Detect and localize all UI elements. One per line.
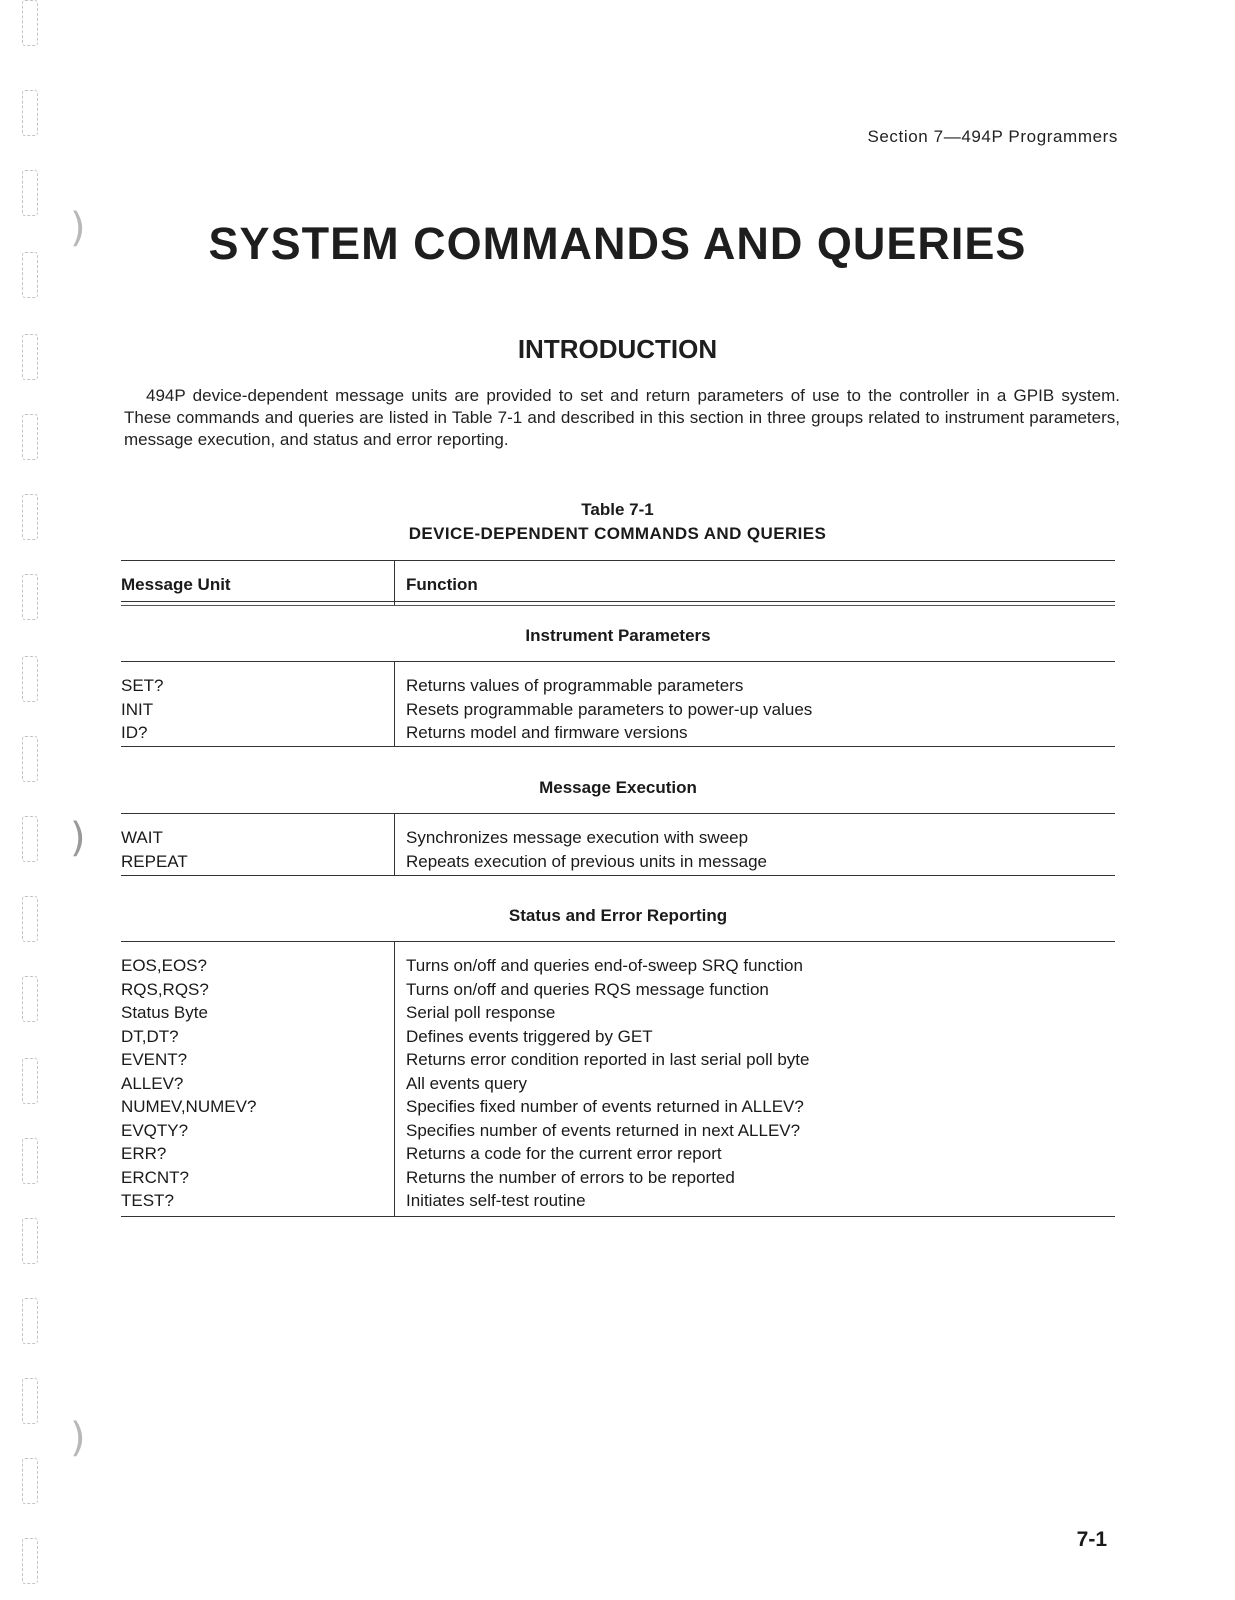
function-description: Specifies number of events returned in next ALLEV? [406,1120,801,1140]
binding-hole [22,1218,38,1264]
function-description: Initiates self-test routine [406,1191,586,1210]
table-row [121,1095,1115,1119]
table-row [121,1142,1115,1166]
table-row [121,826,1115,850]
message-unit: NUMEV,NUMEV? [121,1097,257,1116]
function-description: Resets programmable parameters to power-up values [406,699,813,719]
scan-mark: ) [70,205,86,251]
message-unit: EVQTY? [121,1120,189,1140]
column-header-message-unit: Message Unit [121,575,231,594]
introduction-paragraph: 494P device-dependent message units are provided to set and return parameters of use to the controller in a GPIB system. These commands and queries are listed in Table 7-1 and described in this section in three groups related to instrument parameters, message execution, and status and error reporting. [124,386,1120,449]
binding-hole [22,1138,38,1184]
column-header-function: Function [406,575,478,594]
message-unit: DT,DT? [121,1026,179,1046]
binding-hole [22,574,38,620]
binding-hole [22,896,38,942]
scan-mark: ) [70,1415,86,1461]
page-number: 7-1 [1076,1528,1107,1551]
binding-hole [22,0,38,46]
message-unit: INIT [121,699,154,719]
table-top-rule [121,560,1115,561]
function-description: Turns on/off and queries RQS message function [406,979,769,999]
page-title: SYSTEM COMMANDS AND QUERIES [208,218,1027,269]
function-description: Defines events triggered by GET [406,1026,653,1046]
binding-hole [22,414,38,460]
group-rule [121,813,1115,814]
table-header-rule [121,605,1115,606]
message-unit: EVENT? [121,1050,188,1069]
binding-hole [22,1458,38,1504]
function-description: Returns values of programmable parameters [406,676,744,695]
table-row [121,698,1115,722]
binding-hole [22,816,38,862]
table-row [121,954,1115,978]
introduction-heading: INTRODUCTION [517,334,718,364]
table-row [121,1119,1115,1143]
table-number: Table 7-1 [581,500,654,519]
group-rule [121,875,1115,876]
message-unit: EOS,EOS? [121,956,207,975]
message-unit: ERCNT? [121,1167,190,1187]
scan-mark: ) [70,815,86,861]
function-description: Serial poll response [406,1003,556,1022]
group-title-instrument-parameters: Instrument Parameters [525,626,711,645]
binding-hole [22,736,38,782]
binding-hole [22,976,38,1022]
table-row [121,1166,1115,1190]
table-header-rule [121,601,1115,602]
function-description: Specifies fixed number of events returned in ALLEV? [406,1097,804,1116]
table-row [121,1072,1115,1096]
column-divider [394,561,395,605]
message-unit: SET? [121,676,164,695]
message-unit: REPEAT [121,851,188,871]
message-unit: WAIT [121,828,163,847]
binding-hole [22,1058,38,1104]
group-rule [121,746,1115,747]
function-description: Returns error condition reported in last serial poll byte [406,1050,810,1069]
binding-hole [22,90,38,136]
group-title-status-error-reporting: Status and Error Reporting [508,906,728,925]
message-unit: TEST? [121,1191,174,1210]
function-description: Returns model and firmware versions [406,723,688,742]
table-row [121,1189,1115,1213]
message-unit: RQS,RQS? [121,979,209,999]
function-description: Repeats execution of previous units in message [406,851,767,871]
table-row [121,674,1115,698]
table-bottom-rule [121,1216,1115,1217]
table-row [121,850,1115,874]
message-unit: ERR? [121,1144,167,1163]
group-rule [121,941,1115,942]
table-row [121,721,1115,745]
function-description: Returns the number of errors to be reported [406,1167,735,1187]
table-caption: DEVICE-DEPENDENT COMMANDS AND QUERIES [408,524,827,543]
binding-hole [22,1298,38,1344]
section-header: Section 7—494P Programmers [867,127,1118,146]
table-row [121,1025,1115,1049]
binding-hole [22,1378,38,1424]
table-row [121,1048,1115,1072]
message-unit: Status Byte [121,1003,208,1022]
function-description: Synchronizes message execution with sweep [406,828,749,847]
binding-hole [22,656,38,702]
message-unit: ALLEV? [121,1073,184,1093]
message-unit: ID? [121,723,148,742]
table-row [121,1001,1115,1025]
function-description: All events query [406,1073,527,1093]
binding-hole [22,170,38,216]
group-title-message-execution: Message Execution [539,778,697,797]
function-description: Returns a code for the current error report [406,1144,722,1163]
table-row [121,978,1115,1002]
binding-hole [22,1538,38,1584]
function-description: Turns on/off and queries end-of-sweep SRQ function [406,956,803,975]
group-rule [121,661,1115,662]
